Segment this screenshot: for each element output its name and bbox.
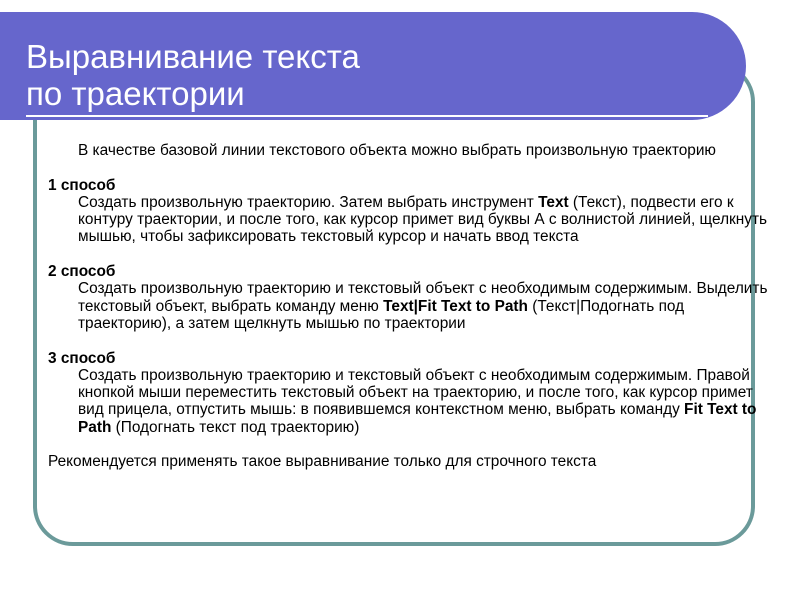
method-2-text (48, 280, 780, 332)
method-2-heading: 2 способ (48, 263, 116, 281)
method-1 (48, 177, 780, 246)
method-3-text-b: (Подогнать текст под траекторию) (111, 418, 360, 436)
title-underline (26, 115, 708, 117)
method-1-text (48, 194, 780, 246)
method-3-heading: 3 способ (48, 349, 116, 367)
method-3-text (48, 367, 780, 436)
method-2-text-b: (Текст|Подогнать под траекторию), а затем щелкнуть мышью по траектории (78, 297, 685, 332)
method-1-heading: 1 способ (48, 176, 116, 194)
method-3-text-a: Создать произвольную траекторию и текстовый объект с необходимым содержимым. Правой кнопкой мыши переместить текстовый объект на траекторию, и после того, как курсор примет вид прицела, отпустить мышь: в появившемся контекстном меню, выбрать команду (78, 366, 753, 419)
method-3 (48, 350, 780, 436)
method-2-menu-command: Text|Fit Text to Path (383, 297, 528, 315)
method-2 (48, 263, 780, 332)
method-1-tool-name: Text (538, 193, 569, 211)
method-3-menu-command: Fit Text to Path (78, 401, 757, 436)
method-1-text-a: Создать произвольную траекторию. Затем выбрать инструмент (78, 193, 539, 211)
title-banner (0, 12, 746, 120)
slide-title-line-1: Выравнивание текста (26, 38, 360, 75)
slide-body (48, 142, 780, 488)
slide-title (26, 38, 360, 112)
slide-title-line-2: по траектории (26, 75, 245, 112)
intro-paragraph (48, 142, 780, 159)
recommendation: Рекомендуется применять такое выравнивание только для строчного текста (48, 453, 597, 471)
method-1-text-b: (Текст), подвести его к контуру траектории, и после того, как курсор примет вид буквы А с волнистой линией, щелкнуть мышью, чтобы зафиксировать текстовый курсор и начать ввод текста (78, 193, 768, 246)
intro-text: В качестве базовой линии текстового объекта можно выбрать произвольную траекторию (78, 142, 716, 159)
method-2-text-a: Создать произвольную траекторию и текстовый объект с необходимым содержимым. Выделить текстовый объект, выбрать команду меню (78, 280, 768, 315)
